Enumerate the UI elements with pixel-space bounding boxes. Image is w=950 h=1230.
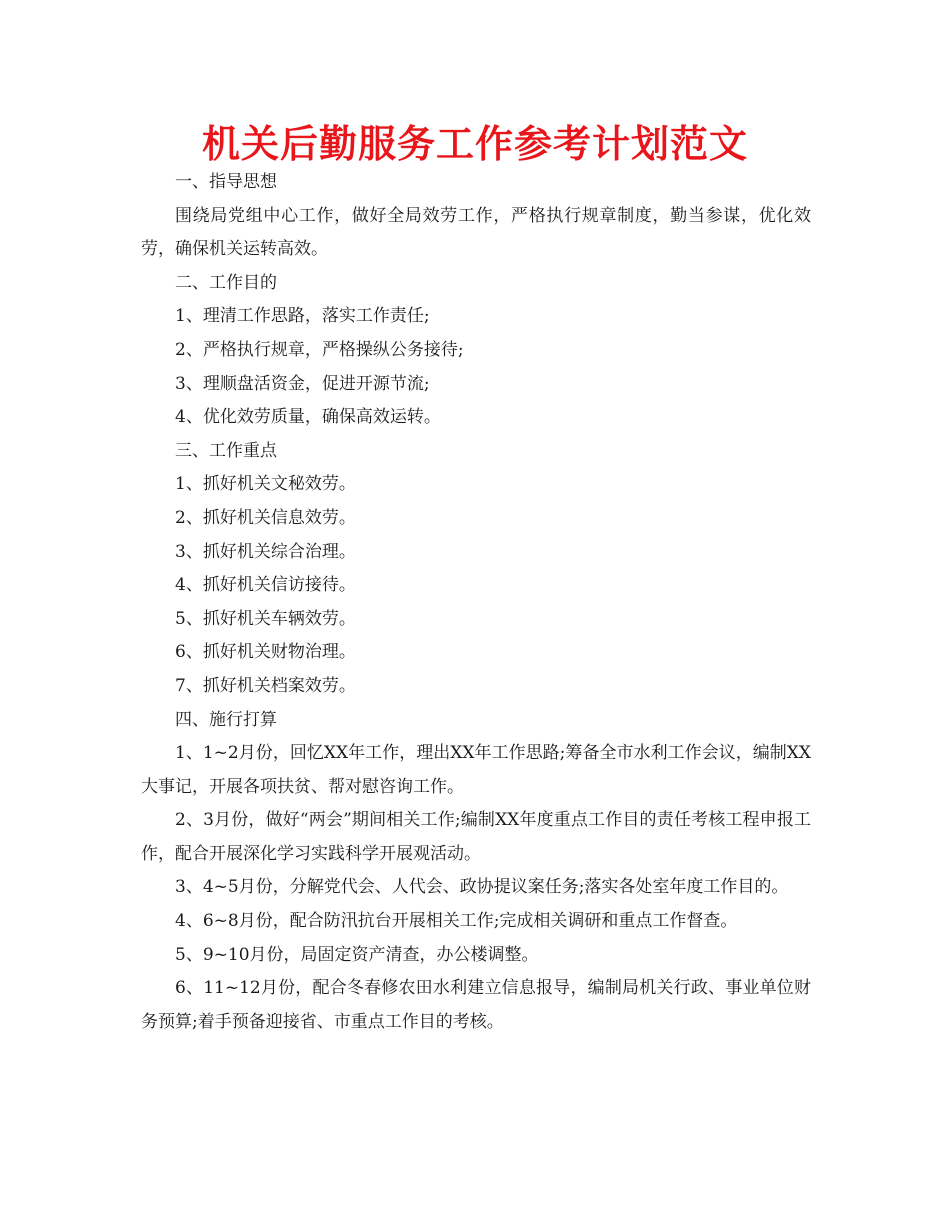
paragraph-guiding-thought: 围绕局党组中心工作，做好全局效劳工作，严格执行规章制度，勤当参谋，优化效劳，确保机关运转高效。	[141, 205, 811, 260]
plan-item: 1、1~2月份，回忆XX年工作，理出XX年工作思路;筹备全市水利工作会议，编制XX大事记，开展各项扶贫、帮对慰咨询工作。	[141, 743, 811, 797]
plan-item: 2、3月份，做好“两会”期间相关工作;编制XX年度重点工作目的责任考核工程申报工作，配合开展深化学习实践科学开展观活动。	[141, 810, 811, 864]
section-heading-work-goals: 二、工作目的	[175, 272, 277, 293]
document-title: 机关后勤服务工作参考计划范文	[201, 122, 748, 166]
list-item: 2、严格执行规章，严格操纵公务接待;	[175, 339, 464, 360]
list-item: 6、抓好机关财物治理。	[175, 642, 356, 663]
list-item: 4、抓好机关信访接待。	[175, 575, 356, 596]
section-heading-work-focus: 三、工作重点	[175, 440, 277, 461]
plan-item: 4、6~8月份，配合防汛抗台开展相关工作;完成相关调研和重点工作督查。	[175, 911, 738, 932]
list-item: 4、优化效劳质量，确保高效运转。	[175, 407, 441, 428]
list-item: 1、抓好机关文秘效劳。	[175, 474, 356, 495]
document-body	[141, 166, 811, 1039]
list-item: 2、抓好机关信息效劳。	[175, 507, 356, 528]
plan-item: 5、9~10月份，局固定资产清查，办公楼调整。	[175, 944, 539, 965]
plan-item: 6、11~12月份，配合冬春修农田水利建立信息报导，编制局机关行政、事业单位财务预算;着手预备迎接省、市重点工作目的考核。	[141, 978, 811, 1032]
list-item: 3、抓好机关综合治理。	[175, 541, 356, 562]
list-item: 7、抓好机关档案效劳。	[175, 675, 356, 696]
list-item: 1、理清工作思路，落实工作责任;	[175, 306, 430, 327]
section-heading-implementation-plan: 四、施行打算	[175, 709, 277, 730]
section-heading-guiding-thought: 一、指导思想	[175, 172, 277, 192]
list-item: 5、抓好机关车辆效劳。	[175, 608, 356, 629]
plan-item: 3、4~5月份，分解党代会、人代会、政协提议案任务;落实各处室年度工作目的。	[175, 877, 789, 898]
list-item: 3、理顺盘活资金，促进开源节流;	[175, 373, 430, 394]
